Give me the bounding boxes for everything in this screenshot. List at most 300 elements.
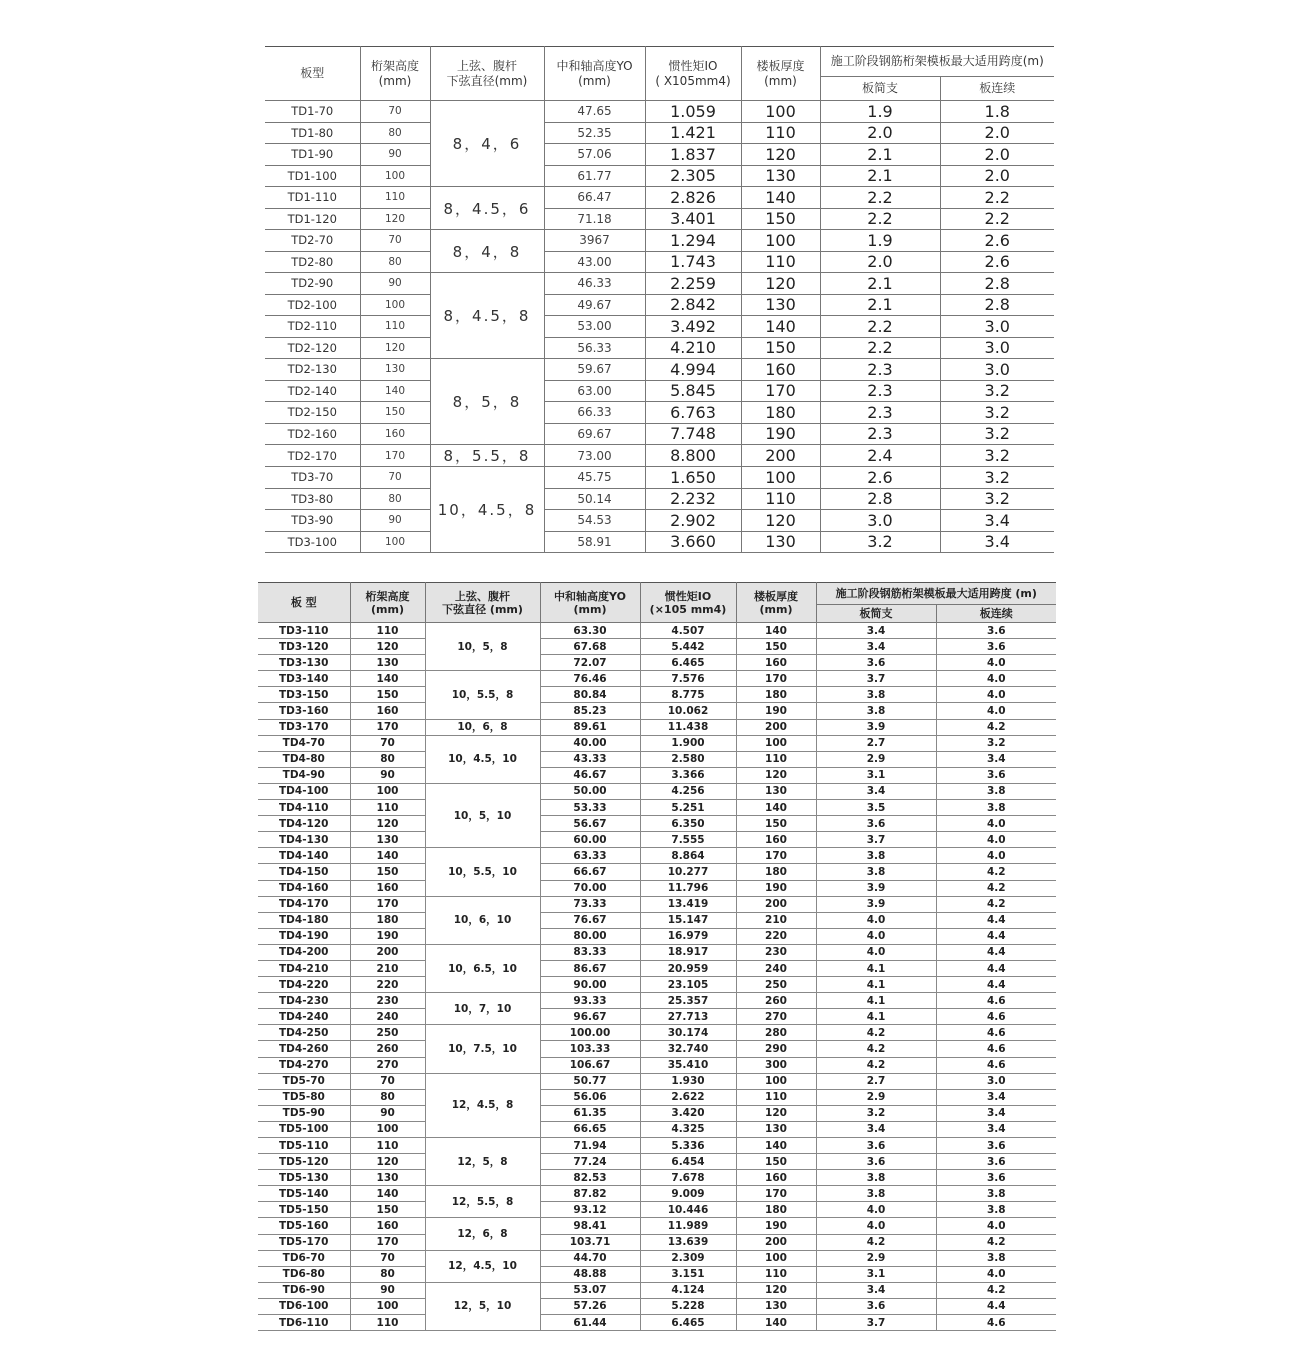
truss-height-cell: 90 xyxy=(360,144,430,166)
inertia-cell: 4.994 xyxy=(645,359,741,381)
span-simple-cell: 3.0 xyxy=(820,510,940,532)
span-simple-cell: 4.2 xyxy=(816,1234,936,1250)
span-simple-cell: 2.8 xyxy=(820,488,940,510)
truss-height-cell: 110 xyxy=(350,623,425,639)
truss-height-cell: 120 xyxy=(350,639,425,655)
span-continuous-cell: 3.2 xyxy=(936,735,1056,751)
neutral-axis-cell: 83.33 xyxy=(540,944,640,960)
truss-height-cell: 80 xyxy=(350,1089,425,1105)
model-cell: TD3-100 xyxy=(265,531,360,553)
table-row xyxy=(265,165,1054,187)
span-simple-cell: 3.9 xyxy=(816,880,936,896)
neutral-axis-cell: 66.65 xyxy=(540,1121,640,1137)
span-continuous-cell: 2.8 xyxy=(940,273,1054,295)
span-continuous-cell: 3.8 xyxy=(936,1250,1056,1266)
truss-height-cell: 110 xyxy=(360,316,430,338)
model-cell: TD3-170 xyxy=(258,719,350,735)
model-cell: TD4-240 xyxy=(258,1009,350,1025)
span-simple-cell: 3.8 xyxy=(816,1186,936,1202)
inertia-cell: 6.350 xyxy=(640,816,736,832)
model-cell: TD5-90 xyxy=(258,1105,350,1121)
inertia-cell: 4.210 xyxy=(645,337,741,359)
slab-thickness-cell: 140 xyxy=(741,316,820,338)
inertia-cell: 2.580 xyxy=(640,751,736,767)
span-simple-cell: 2.1 xyxy=(820,273,940,295)
neutral-axis-cell: 53.07 xyxy=(540,1282,640,1298)
span-continuous-cell: 3.8 xyxy=(936,800,1056,816)
model-cell: TD3-140 xyxy=(258,671,350,687)
header-continuous: 板连续 xyxy=(940,77,1054,101)
slab-thickness-cell: 160 xyxy=(736,1170,816,1186)
span-continuous-cell: 2.0 xyxy=(940,122,1054,144)
slab-thickness-cell: 140 xyxy=(736,800,816,816)
table-row xyxy=(258,1266,1056,1282)
span-continuous-cell: 4.4 xyxy=(936,912,1056,928)
span-simple-cell: 2.3 xyxy=(820,423,940,445)
slab-thickness-cell: 190 xyxy=(736,1218,816,1234)
table-row xyxy=(258,896,1056,912)
span-continuous-cell: 3.6 xyxy=(936,1170,1056,1186)
span-simple-cell: 3.8 xyxy=(816,848,936,864)
slab-thickness-cell: 110 xyxy=(741,122,820,144)
table-row xyxy=(258,1250,1056,1266)
span-simple-cell: 3.5 xyxy=(816,800,936,816)
span-simple-cell: 2.4 xyxy=(820,445,940,467)
span-simple-cell: 2.6 xyxy=(820,467,940,489)
span-continuous-cell: 3.8 xyxy=(936,1186,1056,1202)
table-row xyxy=(258,1041,1056,1057)
table-row xyxy=(258,671,1056,687)
neutral-axis-cell: 96.67 xyxy=(540,1009,640,1025)
truss-height-cell: 110 xyxy=(350,800,425,816)
neutral-axis-cell: 61.35 xyxy=(540,1105,640,1121)
span-simple-cell: 2.2 xyxy=(820,187,940,209)
table-row xyxy=(265,122,1054,144)
span-continuous-cell: 4.6 xyxy=(936,1025,1056,1041)
truss-height-cell: 190 xyxy=(350,928,425,944)
slab-thickness-cell: 110 xyxy=(736,751,816,767)
neutral-axis-cell: 58.91 xyxy=(544,531,645,553)
model-cell: TD3-160 xyxy=(258,703,350,719)
neutral-axis-cell: 76.46 xyxy=(540,671,640,687)
span-continuous-cell: 3.0 xyxy=(940,316,1054,338)
header-bar-diameter: 上弦、腹杆 下弦直径(mm) xyxy=(430,47,544,101)
truss-height-cell: 260 xyxy=(350,1041,425,1057)
truss-height-cell: 170 xyxy=(350,1234,425,1250)
model-cell: TD2-130 xyxy=(265,359,360,381)
span-continuous-cell: 4.0 xyxy=(936,832,1056,848)
span-simple-cell: 4.2 xyxy=(816,1041,936,1057)
table-row xyxy=(258,1138,1056,1154)
span-continuous-cell: 3.8 xyxy=(936,783,1056,799)
span-simple-cell: 2.1 xyxy=(820,144,940,166)
span-continuous-cell: 3.2 xyxy=(940,402,1054,424)
table-row xyxy=(265,144,1054,166)
table-row xyxy=(258,912,1056,928)
neutral-axis-cell: 90.00 xyxy=(540,977,640,993)
span-continuous-cell: 4.6 xyxy=(936,1009,1056,1025)
header-max-span: 施工阶段钢筋桁架模板最大适用跨度 (m) xyxy=(816,583,1056,605)
table-row xyxy=(258,703,1056,719)
model-cell: TD5-160 xyxy=(258,1218,350,1234)
table-row xyxy=(258,655,1056,671)
span-simple-cell: 3.6 xyxy=(816,1298,936,1314)
inertia-cell: 1.294 xyxy=(645,230,741,252)
slab-thickness-cell: 200 xyxy=(736,719,816,735)
neutral-axis-cell: 80.00 xyxy=(540,928,640,944)
neutral-axis-cell: 40.00 xyxy=(540,735,640,751)
span-simple-cell: 2.7 xyxy=(816,1073,936,1089)
slab-thickness-cell: 150 xyxy=(736,816,816,832)
span-continuous-cell: 2.0 xyxy=(940,144,1054,166)
span-continuous-cell: 3.0 xyxy=(940,359,1054,381)
truss-height-cell: 110 xyxy=(360,187,430,209)
span-simple-cell: 2.9 xyxy=(816,1250,936,1266)
model-cell: TD1-100 xyxy=(265,165,360,187)
table-row xyxy=(258,944,1056,960)
table-row xyxy=(265,488,1054,510)
neutral-axis-cell: 59.67 xyxy=(544,359,645,381)
inertia-cell: 3.420 xyxy=(640,1105,736,1121)
neutral-axis-cell: 76.67 xyxy=(540,912,640,928)
span-simple-cell: 3.8 xyxy=(816,687,936,703)
inertia-cell: 2.309 xyxy=(640,1250,736,1266)
bar-diameter-cell: 10，7，10 xyxy=(425,993,540,1025)
neutral-axis-cell: 66.47 xyxy=(544,187,645,209)
neutral-axis-cell: 77.24 xyxy=(540,1154,640,1170)
header-inertia: 惯性矩IO ( X105mm4) xyxy=(645,47,741,101)
span-continuous-cell: 3.6 xyxy=(936,623,1056,639)
slab-thickness-cell: 160 xyxy=(736,832,816,848)
model-cell: TD5-70 xyxy=(258,1073,350,1089)
inertia-cell: 2.305 xyxy=(645,165,741,187)
slab-thickness-cell: 120 xyxy=(736,1105,816,1121)
truss-height-cell: 160 xyxy=(350,703,425,719)
inertia-cell: 15.147 xyxy=(640,912,736,928)
header-neutral-axis: 中和轴高度YO (mm) xyxy=(544,47,645,101)
model-cell: TD4-160 xyxy=(258,880,350,896)
slab-thickness-cell: 290 xyxy=(736,1041,816,1057)
slab-thickness-cell: 270 xyxy=(736,1009,816,1025)
span-simple-cell: 3.6 xyxy=(816,1138,936,1154)
model-cell: TD4-200 xyxy=(258,944,350,960)
model-cell: TD4-190 xyxy=(258,928,350,944)
neutral-axis-cell: 52.35 xyxy=(544,122,645,144)
inertia-cell: 4.507 xyxy=(640,623,736,639)
table-row xyxy=(265,230,1054,252)
slab-thickness-cell: 100 xyxy=(741,230,820,252)
table-row xyxy=(258,623,1056,639)
table-row xyxy=(258,864,1056,880)
neutral-axis-cell: 80.84 xyxy=(540,687,640,703)
neutral-axis-cell: 67.68 xyxy=(540,639,640,655)
bar-diameter-cell: 8，4.5，6 xyxy=(430,187,544,230)
table-row xyxy=(265,402,1054,424)
model-cell: TD2-120 xyxy=(265,337,360,359)
truss-height-cell: 80 xyxy=(350,1266,425,1282)
slab-thickness-cell: 220 xyxy=(736,928,816,944)
span-continuous-cell: 2.2 xyxy=(940,208,1054,230)
slab-thickness-cell: 190 xyxy=(741,423,820,445)
table-row xyxy=(258,783,1056,799)
neutral-axis-cell: 54.53 xyxy=(544,510,645,532)
truss-height-cell: 230 xyxy=(350,993,425,1009)
neutral-axis-cell: 3967 xyxy=(544,230,645,252)
span-continuous-cell: 4.0 xyxy=(936,1266,1056,1282)
table-row xyxy=(265,294,1054,316)
span-continuous-cell: 4.2 xyxy=(936,864,1056,880)
inertia-cell: 3.660 xyxy=(645,531,741,553)
inertia-cell: 7.555 xyxy=(640,832,736,848)
inertia-cell: 6.465 xyxy=(640,655,736,671)
inertia-cell: 11.989 xyxy=(640,1218,736,1234)
bar-diameter-cell: 10，5.5，10 xyxy=(425,848,540,896)
bar-diameter-cell: 10，5，8 xyxy=(425,623,540,671)
span-simple-cell: 3.9 xyxy=(816,719,936,735)
slab-thickness-cell: 170 xyxy=(736,848,816,864)
span-simple-cell: 3.8 xyxy=(816,703,936,719)
truss-height-cell: 270 xyxy=(350,1057,425,1073)
truss-height-cell: 170 xyxy=(360,445,430,467)
span-continuous-cell: 4.6 xyxy=(936,1057,1056,1073)
table-row xyxy=(258,1202,1056,1218)
neutral-axis-cell: 61.77 xyxy=(544,165,645,187)
span-simple-cell: 3.6 xyxy=(816,1154,936,1170)
truss-height-cell: 90 xyxy=(360,273,430,295)
span-continuous-cell: 4.2 xyxy=(936,1282,1056,1298)
neutral-axis-cell: 71.94 xyxy=(540,1138,640,1154)
model-cell: TD4-100 xyxy=(258,783,350,799)
truss-height-cell: 100 xyxy=(360,165,430,187)
neutral-axis-cell: 43.00 xyxy=(544,251,645,273)
truss-height-cell: 130 xyxy=(350,1170,425,1186)
span-simple-cell: 3.7 xyxy=(816,671,936,687)
model-cell: TD5-140 xyxy=(258,1186,350,1202)
span-continuous-cell: 4.6 xyxy=(936,1041,1056,1057)
neutral-axis-cell: 47.65 xyxy=(544,101,645,123)
truss-height-cell: 150 xyxy=(350,687,425,703)
span-continuous-cell: 4.2 xyxy=(936,896,1056,912)
truss-height-cell: 140 xyxy=(350,1186,425,1202)
model-cell: TD4-220 xyxy=(258,977,350,993)
inertia-cell: 30.174 xyxy=(640,1025,736,1041)
truss-height-cell: 100 xyxy=(350,1298,425,1314)
neutral-axis-cell: 45.75 xyxy=(544,467,645,489)
table-row xyxy=(258,848,1056,864)
model-cell: TD6-90 xyxy=(258,1282,350,1298)
model-cell: TD6-70 xyxy=(258,1250,350,1266)
model-cell: TD4-70 xyxy=(258,735,350,751)
truss-height-cell: 110 xyxy=(350,1315,425,1331)
span-continuous-cell: 4.4 xyxy=(936,928,1056,944)
truss-height-cell: 170 xyxy=(350,719,425,735)
table-row xyxy=(258,1298,1056,1314)
slab-thickness-cell: 300 xyxy=(736,1057,816,1073)
table-row xyxy=(258,1154,1056,1170)
span-continuous-cell: 4.4 xyxy=(936,944,1056,960)
span-simple-cell: 3.1 xyxy=(816,767,936,783)
model-cell: TD5-110 xyxy=(258,1138,350,1154)
slab-thickness-cell: 130 xyxy=(741,531,820,553)
table-row xyxy=(258,1057,1056,1073)
span-continuous-cell: 4.2 xyxy=(936,719,1056,735)
inertia-cell: 13.419 xyxy=(640,896,736,912)
truss-height-cell: 240 xyxy=(350,1009,425,1025)
span-continuous-cell: 2.2 xyxy=(940,187,1054,209)
slab-thickness-cell: 180 xyxy=(741,402,820,424)
inertia-cell: 16.979 xyxy=(640,928,736,944)
inertia-cell: 2.259 xyxy=(645,273,741,295)
neutral-axis-cell: 46.67 xyxy=(540,767,640,783)
neutral-axis-cell: 60.00 xyxy=(540,832,640,848)
inertia-cell: 10.446 xyxy=(640,1202,736,1218)
table-row xyxy=(265,445,1054,467)
span-continuous-cell: 4.6 xyxy=(936,1315,1056,1331)
model-cell: TD6-110 xyxy=(258,1315,350,1331)
neutral-axis-cell: 56.67 xyxy=(540,816,640,832)
inertia-cell: 2.622 xyxy=(640,1089,736,1105)
slab-thickness-cell: 240 xyxy=(736,960,816,976)
truss-height-cell: 100 xyxy=(350,1121,425,1137)
model-cell: TD4-260 xyxy=(258,1041,350,1057)
span-continuous-cell: 3.4 xyxy=(940,531,1054,553)
header-model: 板 型 xyxy=(258,583,350,623)
inertia-cell: 25.357 xyxy=(640,993,736,1009)
slab-thickness-cell: 170 xyxy=(741,380,820,402)
neutral-axis-cell: 57.26 xyxy=(540,1298,640,1314)
neutral-axis-cell: 53.00 xyxy=(544,316,645,338)
neutral-axis-cell: 56.06 xyxy=(540,1089,640,1105)
span-simple-cell: 4.1 xyxy=(816,993,936,1009)
inertia-cell: 7.576 xyxy=(640,671,736,687)
truss-spec-table-2 xyxy=(258,582,1056,1331)
span-simple-cell: 3.6 xyxy=(816,816,936,832)
span-simple-cell: 4.0 xyxy=(816,1218,936,1234)
slab-thickness-cell: 110 xyxy=(741,488,820,510)
span-simple-cell: 2.3 xyxy=(820,359,940,381)
inertia-cell: 32.740 xyxy=(640,1041,736,1057)
truss-height-cell: 130 xyxy=(360,359,430,381)
span-continuous-cell: 3.8 xyxy=(936,1202,1056,1218)
table-row xyxy=(258,1105,1056,1121)
truss-height-cell: 150 xyxy=(350,864,425,880)
span-continuous-cell: 4.4 xyxy=(936,960,1056,976)
neutral-axis-cell: 93.33 xyxy=(540,993,640,1009)
span-simple-cell: 3.1 xyxy=(816,1266,936,1282)
inertia-cell: 23.105 xyxy=(640,977,736,993)
span-continuous-cell: 3.6 xyxy=(936,1154,1056,1170)
inertia-cell: 6.763 xyxy=(645,402,741,424)
table-row xyxy=(258,1121,1056,1137)
inertia-cell: 7.748 xyxy=(645,423,741,445)
span-continuous-cell: 3.4 xyxy=(936,1089,1056,1105)
span-continuous-cell: 1.8 xyxy=(940,101,1054,123)
neutral-axis-cell: 69.67 xyxy=(544,423,645,445)
truss-spec-table-1 xyxy=(265,46,1054,553)
truss-height-cell: 180 xyxy=(350,912,425,928)
table-row xyxy=(265,380,1054,402)
slab-thickness-cell: 140 xyxy=(736,1138,816,1154)
slab-thickness-cell: 150 xyxy=(741,208,820,230)
table-row xyxy=(258,687,1056,703)
neutral-axis-cell: 66.67 xyxy=(540,864,640,880)
table-row xyxy=(258,735,1056,751)
slab-thickness-cell: 170 xyxy=(736,671,816,687)
inertia-cell: 1.930 xyxy=(640,1073,736,1089)
span-continuous-cell: 3.6 xyxy=(936,767,1056,783)
slab-thickness-cell: 130 xyxy=(741,294,820,316)
truss-height-cell: 160 xyxy=(350,1218,425,1234)
neutral-axis-cell: 61.44 xyxy=(540,1315,640,1331)
span-continuous-cell: 2.6 xyxy=(940,251,1054,273)
neutral-axis-cell: 82.53 xyxy=(540,1170,640,1186)
model-cell: TD3-110 xyxy=(258,623,350,639)
truss-height-cell: 120 xyxy=(360,337,430,359)
header-slab-thickness: 楼板厚度 (mm) xyxy=(736,583,816,623)
model-cell: TD4-250 xyxy=(258,1025,350,1041)
span-continuous-cell: 4.0 xyxy=(936,655,1056,671)
slab-thickness-cell: 110 xyxy=(736,1266,816,1282)
model-cell: TD4-210 xyxy=(258,960,350,976)
truss-height-cell: 80 xyxy=(360,251,430,273)
model-cell: TD4-180 xyxy=(258,912,350,928)
table-row xyxy=(258,1073,1056,1089)
truss-height-cell: 220 xyxy=(350,977,425,993)
span-simple-cell: 3.7 xyxy=(816,832,936,848)
inertia-cell: 1.743 xyxy=(645,251,741,273)
slab-thickness-cell: 190 xyxy=(736,703,816,719)
inertia-cell: 13.639 xyxy=(640,1234,736,1250)
span-continuous-cell: 3.0 xyxy=(936,1073,1056,1089)
span-simple-cell: 1.9 xyxy=(820,101,940,123)
table-row xyxy=(265,359,1054,381)
slab-thickness-cell: 150 xyxy=(741,337,820,359)
span-simple-cell: 2.2 xyxy=(820,208,940,230)
model-cell: TD4-140 xyxy=(258,848,350,864)
truss-height-cell: 100 xyxy=(360,531,430,553)
model-cell: TD2-170 xyxy=(265,445,360,467)
span-simple-cell: 2.0 xyxy=(820,251,940,273)
slab-thickness-cell: 200 xyxy=(736,1234,816,1250)
slab-thickness-cell: 150 xyxy=(736,1154,816,1170)
neutral-axis-cell: 93.12 xyxy=(540,1202,640,1218)
slab-thickness-cell: 200 xyxy=(736,896,816,912)
truss-height-cell: 90 xyxy=(360,510,430,532)
span-continuous-cell: 4.4 xyxy=(936,977,1056,993)
truss-height-cell: 200 xyxy=(350,944,425,960)
slab-thickness-cell: 170 xyxy=(736,1186,816,1202)
model-cell: TD4-120 xyxy=(258,816,350,832)
table-row xyxy=(265,531,1054,553)
bar-diameter-cell: 8，4，6 xyxy=(430,101,544,187)
slab-thickness-cell: 160 xyxy=(741,359,820,381)
span-simple-cell: 4.1 xyxy=(816,977,936,993)
truss-height-cell: 160 xyxy=(350,880,425,896)
truss-height-cell: 100 xyxy=(360,294,430,316)
table-row xyxy=(258,639,1056,655)
neutral-axis-cell: 73.33 xyxy=(540,896,640,912)
header-neutral-axis: 中和轴高度YO (mm) xyxy=(540,583,640,623)
neutral-axis-cell: 53.33 xyxy=(540,800,640,816)
model-cell: TD4-130 xyxy=(258,832,350,848)
inertia-cell: 35.410 xyxy=(640,1057,736,1073)
model-cell: TD4-170 xyxy=(258,896,350,912)
inertia-cell: 2.232 xyxy=(645,488,741,510)
bar-diameter-cell: 8，5.5，8 xyxy=(430,445,544,467)
slab-thickness-cell: 110 xyxy=(736,1089,816,1105)
inertia-cell: 3.151 xyxy=(640,1266,736,1282)
span-continuous-cell: 3.4 xyxy=(936,1105,1056,1121)
